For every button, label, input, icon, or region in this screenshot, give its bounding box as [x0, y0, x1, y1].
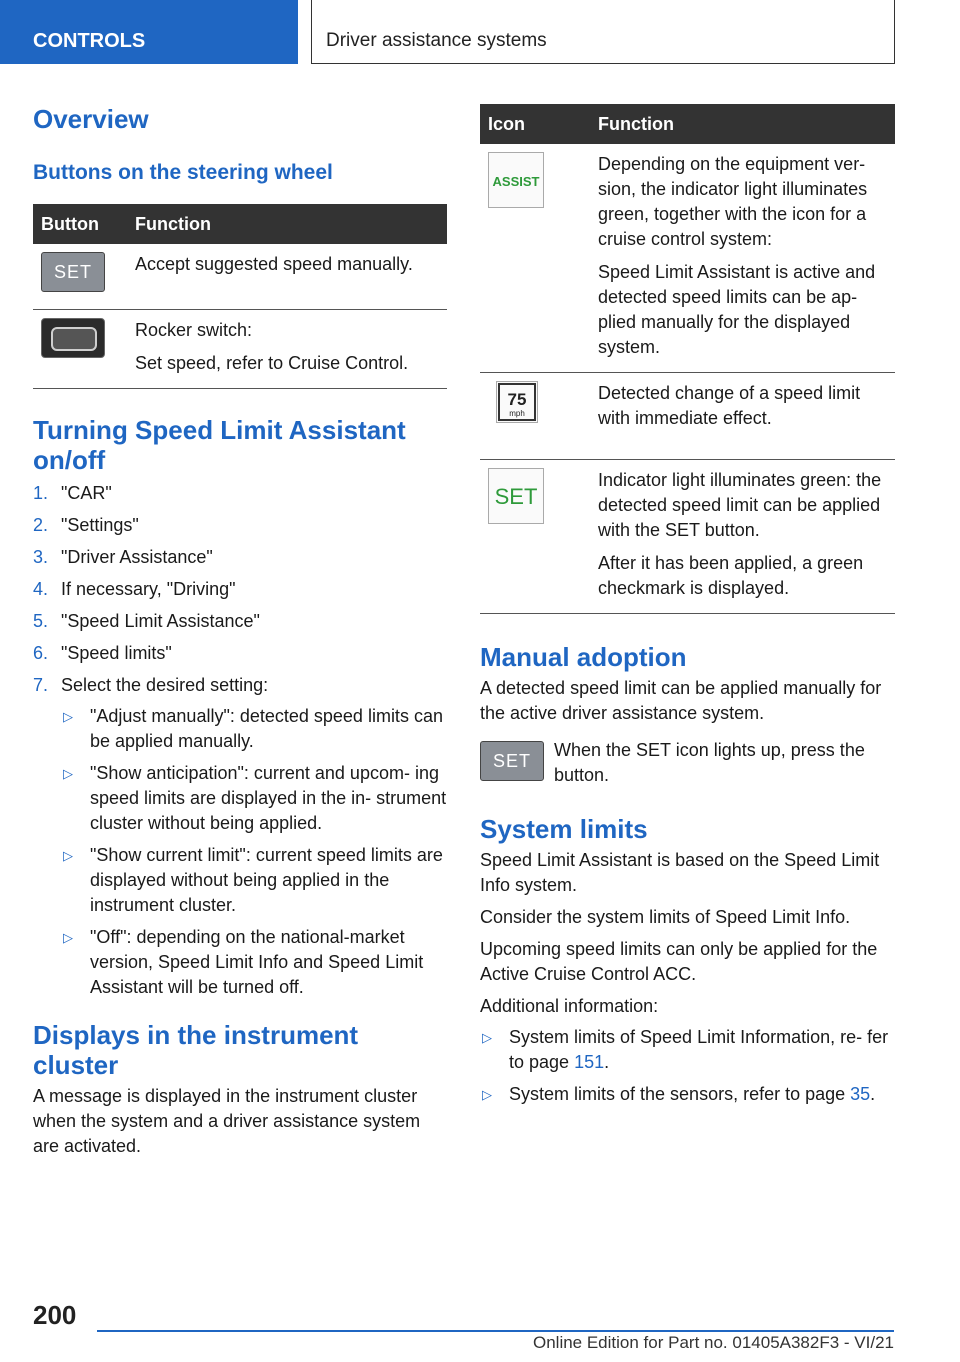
list-item: 3. "Driver Assistance" [33, 547, 213, 567]
steering-buttons-table [33, 204, 447, 389]
table-row [480, 373, 895, 460]
svg-text:ASSIST: ASSIST [492, 174, 540, 189]
function-text: Set speed, refer to Cruise Control. [135, 353, 409, 373]
list-item: 5. "Speed Limit Assistance" [33, 611, 260, 631]
list-item: ▷ System limits of the sensors, refer to page 35. [482, 1084, 876, 1104]
turning-on-off-heading: Turning Speed Limit Assistant on/off [33, 415, 406, 475]
assist-icon [488, 152, 544, 208]
steps-list [33, 481, 447, 1000]
svg-text:75: 75 [507, 390, 527, 409]
table-row [33, 310, 447, 389]
right-column [480, 104, 895, 1114]
manual-set-text: When the SET icon lights up, press the button. [554, 740, 865, 785]
list-item: ▷ "Show current limit": current speed limits are displayed without being applied in the instrument cluster. [63, 845, 443, 915]
edition-text: Online Edition for Part no. 01405A382F3 - VI/21 [532, 1333, 894, 1352]
speed-limit-75-icon [496, 381, 538, 423]
table-header-row [33, 204, 447, 244]
additional-info-list [480, 1025, 895, 1107]
left-column [33, 104, 447, 1159]
manual-set-row [480, 738, 895, 794]
limits-text: Speed Limit Assistant is based on the Speed Limit Info system. [480, 850, 880, 895]
list-item: ▷ System limits of Speed Limit Information, re‐ fer to page 151. [482, 1027, 889, 1072]
column-header-button: Button [33, 204, 127, 244]
list-item: 2. "Settings" [33, 515, 139, 535]
function-text: After it has been applied, a green checkmark is displayed. [598, 553, 864, 598]
displays-heading: Displays in the instrument cluster [33, 1020, 359, 1080]
page-link[interactable]: 35 [850, 1084, 871, 1104]
table-row [33, 244, 447, 310]
list-item: 7. Select the desired setting: ▷ "Adjust manually": detected speed limits can be applied manually. ▷ "Show anticipation": current and upcom‐ ing speed limits are displayed in the in‐ strument cluster without being applied. ▷ "Show current limit": current speed limits are displayed without being applied in the instrument cluster. ▷ "Off": depending on the national-market version, Speed Limit Info and Speed Limit Assistant will be turned off. [33, 673, 447, 1000]
page-header [0, 0, 960, 66]
displays-text: A message is displayed in the instrument cluster when the system and a driver assistance system are activated. [33, 1086, 421, 1156]
function-text: Indicator light illuminates green: the detected speed limit can be applied with the SET button. [598, 470, 882, 540]
overview-heading: Overview [33, 104, 149, 134]
function-text: Rocker switch: [135, 320, 253, 340]
function-text: Accept suggested speed manually. [135, 254, 413, 274]
list-item: 1. "CAR" [33, 483, 112, 503]
page-number: 200 [33, 1300, 77, 1330]
list-item: ▷ "Show anticipation": current and upcom‐ ing speed limits are displayed in the in‐ strument cluster without being applied. [63, 763, 447, 833]
set-button-icon: SET [480, 741, 544, 781]
table-header-row [480, 104, 895, 144]
svg-text:mph: mph [509, 409, 525, 418]
list-item: 6. "Speed limits" [33, 643, 172, 663]
column-header-function: Function [127, 204, 447, 244]
table-row [480, 460, 895, 614]
limits-text: Consider the system limits of Speed Limit Info. [480, 907, 851, 927]
steering-buttons-heading: Buttons on the steering wheel [33, 161, 333, 184]
table-row [480, 144, 895, 373]
function-text: Detected change of a speed limit with immediate effect. [598, 383, 861, 428]
set-green-icon [488, 468, 544, 524]
set-button-icon: SET [41, 252, 105, 292]
manual-adoption-text: A detected speed limit can be applied manually for the active driver assistance system. [480, 678, 882, 723]
function-text: Depending on the equipment ver‐ sion, the indicator light illuminates green, together with the icon for a cruise control system: [598, 154, 868, 249]
section-label: CONTROLS [0, 0, 298, 64]
list-item: 4. If necessary, "Driving" [33, 579, 236, 599]
icons-table [480, 104, 895, 614]
footer-divider [97, 1330, 894, 1332]
rocker-switch-icon [41, 318, 105, 358]
system-limits-heading: System limits [480, 814, 648, 844]
manual-adoption-heading: Manual adoption [480, 642, 687, 672]
list-item: ▷ "Adjust manually": detected speed limits can be applied manually. [63, 706, 443, 751]
column-header-function: Function [590, 104, 895, 144]
list-item: ▷ "Off": depending on the national-market version, Speed Limit Info and Speed Limit Assistant will be turned off. [63, 927, 424, 997]
function-text: Speed Limit Assistant is active and detected speed limits can be ap‐ plied manually for the displayed system. [598, 262, 876, 357]
limits-text: Additional information: [480, 996, 659, 1016]
column-header-icon: Icon [480, 104, 590, 144]
svg-text:SET: SET [494, 484, 538, 509]
chapter-title: Driver assistance systems [311, 0, 895, 64]
page-link[interactable]: 151 [574, 1052, 605, 1072]
settings-list [61, 704, 447, 1000]
limits-text: Upcoming speed limits can only be applied for the Active Cruise Control ACC. [480, 939, 878, 984]
